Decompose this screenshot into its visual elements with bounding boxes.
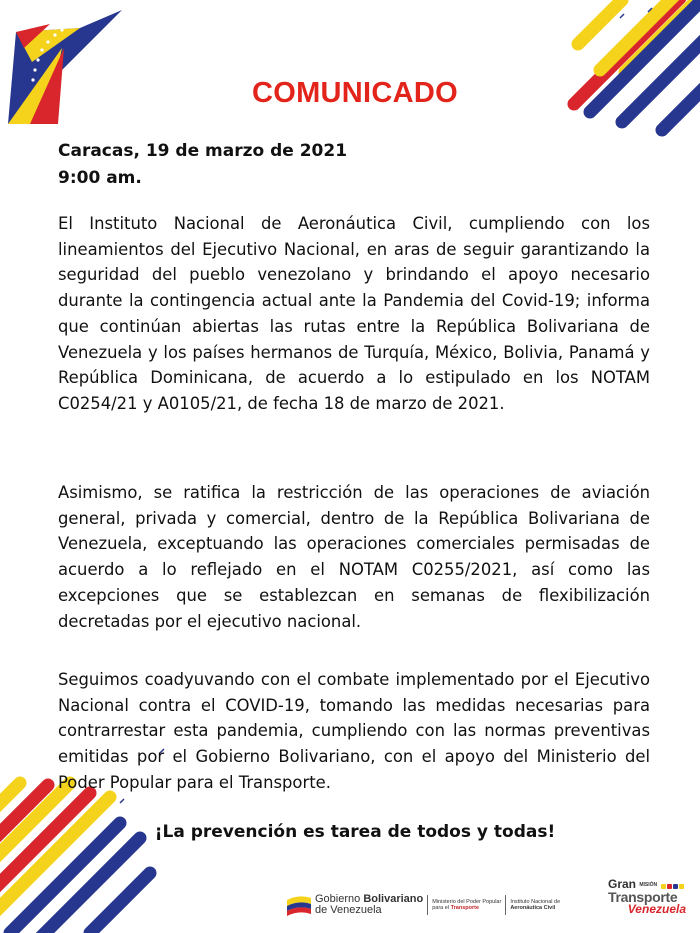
paragraph-3: Seguimos coadyuvando con el combate implementado por el Ejecutivo Nacional contra el COVID-19, tomando las medidas necesarias para contrarrestar esta pandemia, cumpliendo con las normas preventivas emitidas por el Gobierno Bolivariano, con el apoyo del Ministerio del Poder Popular para el Transporte. <box>58 670 650 792</box>
gran-mision-transporte-logo <box>608 878 692 922</box>
venezuela-flag-icon <box>286 894 312 916</box>
ministerio-line-1: Ministerio del Poder Popular <box>432 898 502 905</box>
ministerio-label <box>432 899 501 912</box>
page-title: COMUNICADO <box>252 77 458 109</box>
dateline <box>58 138 347 192</box>
instituto-line-2: Aeronáutica Civil <box>510 905 556 911</box>
time-text: 9:00 am. <box>58 168 142 188</box>
paragraph-1: El Instituto Nacional de Aeronáutica Civil, cumpliendo con los lineamientos del Ejecutivo Nacional, en aras de seguir garantizando la seguridad del pueblo venezolano y brindando el apoyo necesario durante la contingencia actual ante la Pandemia del Covid-19; informa que continúan abiertas las rutas entre la República Bolivariana de Venezuela y los países hermanos de Turquía, México, Bolivia, Panamá y República Dominicana, de acuerdo a lo estipulado en los NOTAM C0254/21 y A0105/21, de fecha 18 de marzo de 2021. <box>58 214 650 413</box>
gran-text: Gran <box>608 877 637 891</box>
instituto-line-1: Instituto Nacional de <box>510 898 561 905</box>
mision-text: MISIÓN <box>639 881 658 888</box>
de-venezuela-text: de Venezuela <box>315 904 382 916</box>
bolivariano-text: Bolivariano <box>363 893 424 905</box>
transporte-logo-text: Transporte <box>608 888 678 905</box>
gobierno-bolivariano-label <box>315 894 423 916</box>
gobierno-text: Gobierno <box>315 893 361 905</box>
ministerio-line-2: para el <box>432 905 450 911</box>
divider <box>427 895 428 915</box>
paragraph-2: Asimismo, se ratifica la restricción de las operaciones de aviación general, privada y comercial, dentro de la República Bolivariana de Venezuela, exceptuando las operaciones comerciales permisadas de acuerdo a lo reflejado en el NOTAM C0255/2021, así como las excepciones que se establezcan en semanas de flexibilización decretadas por el ejecutivo nacional. <box>58 483 650 631</box>
closing-slogan: ¡La prevención es tarea de todos y todas! <box>154 822 556 842</box>
transporte-text: Transporte <box>450 905 480 911</box>
date-text: Caracas, 19 de marzo de 2021 <box>58 141 348 161</box>
venezuela-logo-text: Venezuela <box>627 901 686 916</box>
footer-logos <box>286 890 560 920</box>
instituto-label <box>510 899 560 912</box>
divider <box>505 895 506 915</box>
